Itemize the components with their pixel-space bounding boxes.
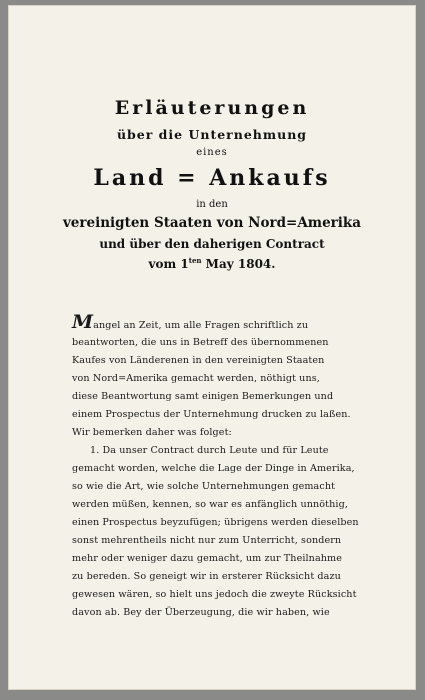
title-line-7: und über den daherigen Contract xyxy=(99,237,325,251)
body-line-4: von Nord=Amerika gemacht werden, nöthigt uns, xyxy=(72,373,320,384)
title-line-5: in den xyxy=(196,199,228,210)
body-line-6: einem Prospectus der Unternehmung drucken zu laßen. xyxy=(72,409,351,420)
date-superscript: ten xyxy=(188,256,202,265)
date-prefix: vom 1 xyxy=(148,257,189,271)
document-page xyxy=(8,5,416,690)
body-line-5: diese Beantwortung samt einigen Bemerkungen und xyxy=(72,391,334,402)
body-line-16: gewesen wären, so hielt uns jedoch die zweyte Rücksicht xyxy=(72,589,357,600)
body-line-11: werden müßen, kennen, so war es anfänglich unnöthig, xyxy=(72,499,348,510)
body-line-9: gemacht worden, welche die Lage der Dinge in Amerika, xyxy=(72,463,355,474)
date-suffix: May 1804. xyxy=(201,257,276,271)
body-line-10: so wie die Art, wie solche Unternehmungen gemacht xyxy=(72,481,336,492)
body-line-8: 1. Da unser Contract durch Leute und für Leute xyxy=(90,445,329,456)
body-line-1 xyxy=(72,313,308,332)
title-date xyxy=(8,256,416,271)
body-line-15: zu bereden. So geneigt wir in ersterer Rücksicht dazu xyxy=(72,571,341,582)
body-line-3: Kaufes von Länderenen in den vereinigten Staaten xyxy=(72,355,325,366)
body-line-13: sonst mehrentheils nicht nur zum Unterricht, sondern xyxy=(72,535,342,546)
body-line-7: Wir bemerken daher was folget: xyxy=(72,427,232,438)
body-line-17: davon ab. Bey der Überzeugung, die wir haben, wie xyxy=(72,607,330,618)
drop-cap: M xyxy=(72,311,94,333)
title-line-2: über die Unternehmung xyxy=(116,127,308,142)
body-line-14: mehr oder weniger dazu gemacht, um zur Theilnahme xyxy=(72,553,343,564)
body-line-1-text: angel an Zeit, um alle Fragen schriftlich zu xyxy=(93,320,309,331)
body-line-2: beantworten, die uns in Betreff des übernommenen xyxy=(72,337,329,348)
title-line-3: eines xyxy=(196,147,228,158)
title-line-6: vereinigten Staaten von Nord=Amerika xyxy=(62,215,362,231)
body-line-12: einen Prospectus beyzufügen; übrigens werden dieselben xyxy=(72,517,359,528)
title-line-1: Erläuterungen xyxy=(114,97,310,119)
title-main: Land = Ankaufs xyxy=(93,165,331,191)
